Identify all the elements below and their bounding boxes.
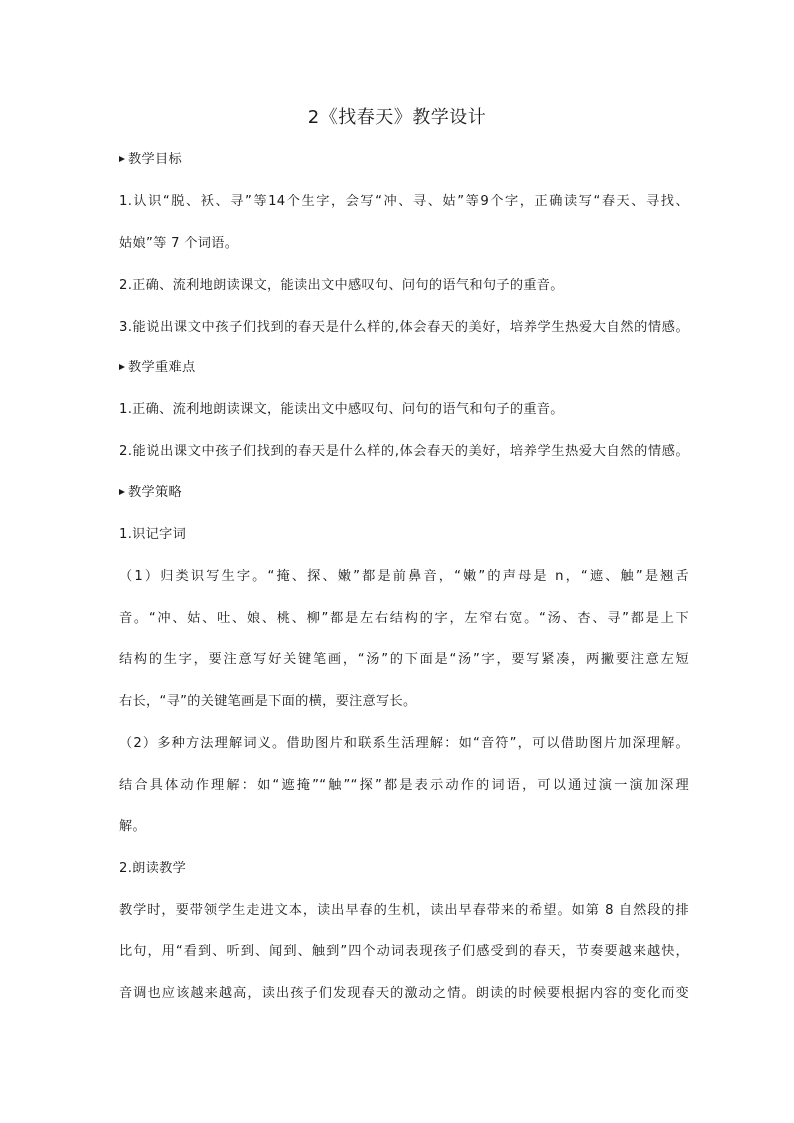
paragraph-line: 右长，“寻”的关键笔画是下面的横，要注意写长。 [119,694,417,709]
subheading: 1.识记字词 [119,527,187,542]
paragraph-line: 结构的生字，要注意写好关键笔画，“汤”的下面是“汤”字，要写紧凑，两撇要注意左短 [119,652,689,667]
paragraph-line: 教学时，要带领学生走进文本，读出早春的生机，读出早春带来的希望。如第 8 自然段的排 [119,903,689,918]
paragraph-line: 2.能说出课文中孩子们找到的春天是什么样的,体会春天的美好，培养学生热爱大自然的情感。 [119,444,689,459]
paragraph-line: （1）归类识写生字。“掩、探、嫩”都是前鼻音，“嫩”的声母是 n，“遮、触”是翘舌 [119,569,689,584]
section-heading-label: 教学策略 [128,485,182,500]
paragraph-line: 结合具体动作理解：如“遮掩”“触”“探”都是表示动作的词语，可以通过演一演加深理 [119,778,689,793]
paragraph-line: 音调也应该越来越高，读出孩子们发现春天的激动之情。朗读的时候要根据内容的变化而变 [119,986,689,1001]
document-title: 2《找春天》教学设计 [307,107,487,128]
paragraph-line: 1.正确、流利地朗读课文，能读出文中感叹句、问句的语气和句子的重音。 [119,402,564,417]
paragraph-line: 比句，用“看到、听到、闻到、触到”四个动词表现孩子们感受到的春天，节奏要越来越快， [119,944,689,959]
section-heading-teaching-goals [119,150,689,170]
paragraph-line: 解。 [119,819,146,834]
paragraph-line: 1.认识“脱、袄、寻”等14个生字，会写“冲、寻、姑”等9个字，正确读写“春天、寻找、 [119,194,689,209]
paragraph-line: 姑娘”等 7 个词语。 [119,236,239,251]
paragraph-line: 音。“冲、姑、吐、娘、桃、柳”都是左右结构的字，左窄右宽。“汤、杏、寻”都是上下 [119,611,689,626]
paragraph-line: （2）多种方法理解词义。借助图片和联系生活理解：如“音符”，可以借助图片加深理解。 [119,736,689,751]
triangle-bullet-icon [119,364,125,370]
paragraph-line: 3.能说出课文中孩子们找到的春天是什么样的,体会春天的美好，培养学生热爱大自然的情感。 [119,320,689,335]
section-heading-teaching-strategy [119,483,689,503]
section-heading-label: 教学重难点 [128,360,196,375]
section-heading-label: 教学目标 [128,152,182,167]
section-heading-key-difficulties [119,358,689,378]
triangle-bullet-icon [119,489,125,495]
paragraph-line: 2.正确、流利地朗读课文，能读出文中感叹句、问句的语气和句子的重音。 [119,278,564,293]
subheading: 2.朗读教学 [119,861,187,876]
triangle-bullet-icon [119,156,125,162]
